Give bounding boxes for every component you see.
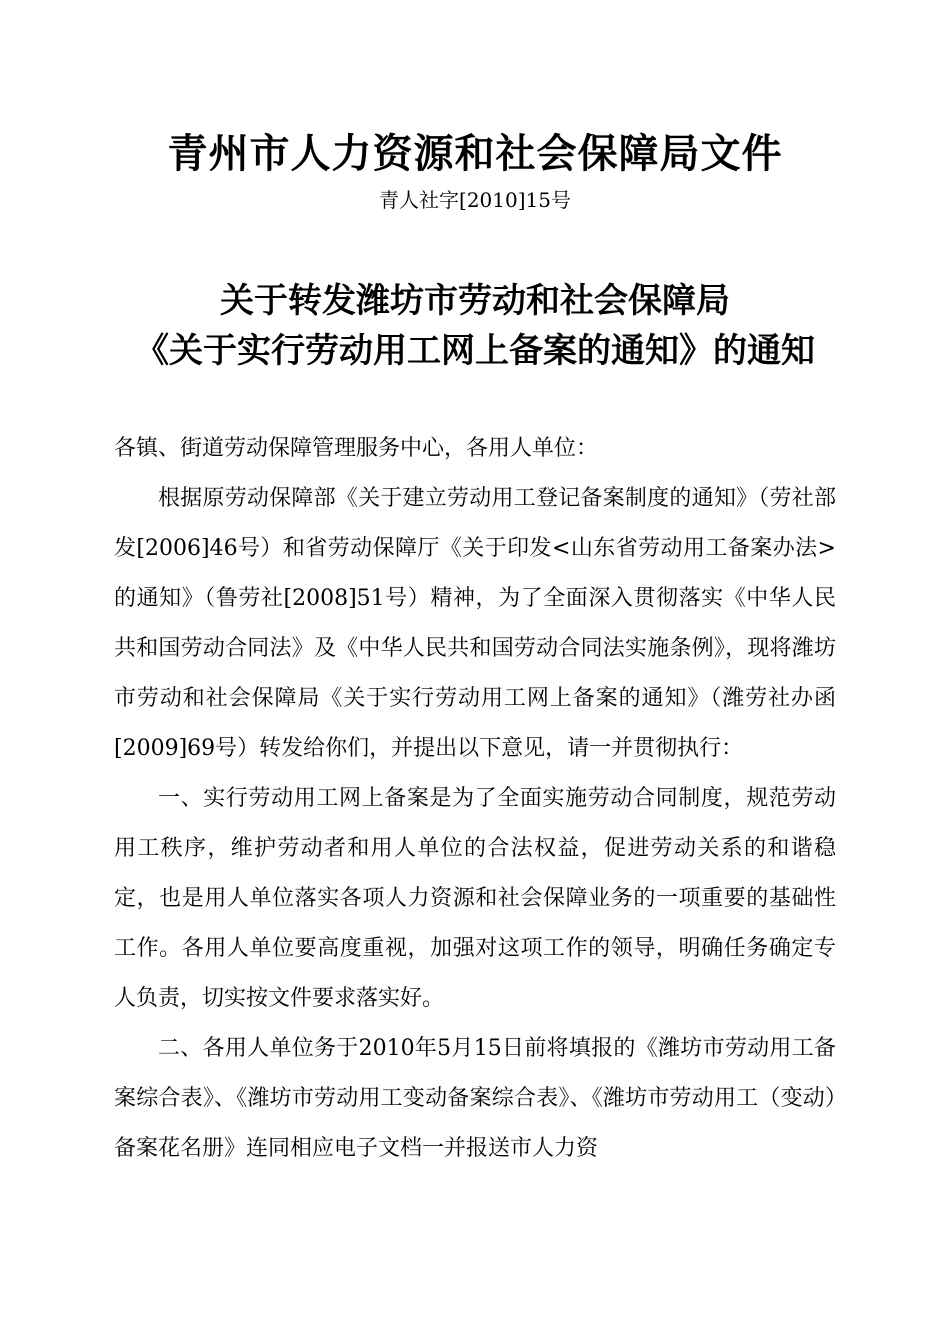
body-paragraph-intro: 根据原劳动保障部《关于建立劳动用工登记备案制度的通知》（劳社部发[2006]46号）和省劳动保障厅《关于印发<山东省劳动用工备案办法>的通知》（鲁劳社[2008]51号）精神，为了全面深入贯彻落实《中华人民共和国劳动合同法》及《中华人民共和国劳动合同法实施条例》，现将潍坊市劳动和社会保障局《关于实行劳动用工网上备案的通知》（潍劳社办函[2009]69号）转发给你们，并提出以下意见，请一并贯彻执行：: [114, 486, 836, 761]
document-title: [0, 276, 950, 376]
document-title-line-2: 《关于实行劳动用工网上备案的通知》的通知: [135, 331, 815, 371]
org-header-title: 青州市人力资源和社会保障局文件: [167, 131, 783, 177]
document-body: [114, 424, 836, 1174]
document-title-line-1: 关于转发潍坊市劳动和社会保障局: [220, 281, 730, 321]
body-paragraph-item-1: 一、实行劳动用工网上备案是为了全面实施劳动合同制度，规范劳动用工秩序，维护劳动者和用人单位的合法权益，促进劳动关系的和谐稳定，也是用人单位落实各项人力资源和社会保障业务的一项重要的基础性工作。各用人单位要高度重视，加强对这项工作的领导，明确任务确定专人负责，切实按文件要求落实好。: [114, 786, 836, 1011]
body-paragraph-item-2: 二、各用人单位务于2010年5月15日前将填报的《潍坊市劳动用工备案综合表》、《潍坊市劳动用工变动备案综合表》、《潍坊市劳动用工（变动）备案花名册》连同相应电子文档一并报送市人力资: [114, 1036, 836, 1161]
salutation: 各镇、街道劳动保障管理服务中心，各用人单位：: [114, 436, 599, 461]
document-number: 青人社字[2010]15号: [379, 188, 571, 212]
